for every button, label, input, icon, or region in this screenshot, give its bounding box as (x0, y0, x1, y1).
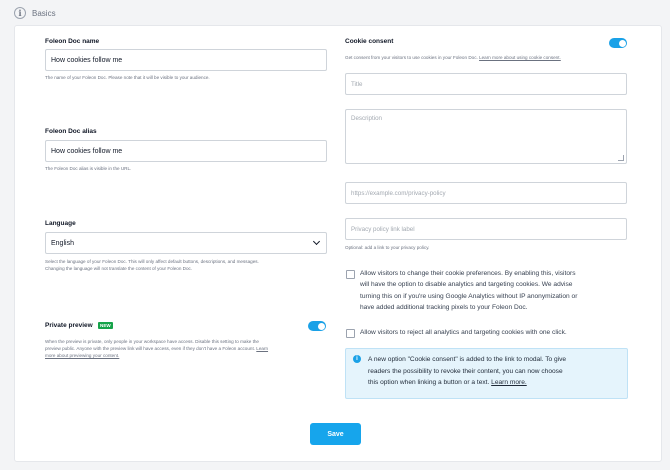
change-preferences-line: will have the option to disable analytics and targeting cookies. We advise (360, 281, 573, 289)
private-preview-help-2-text: preview public. Anyone with the preview link will have access, even if they don't have a Foleon account. (45, 346, 256, 351)
private-preview-label: Private preview (45, 322, 93, 329)
new-badge: NEW (100, 323, 111, 328)
toggle-knob (619, 40, 626, 47)
policy-url-input[interactable]: https://example.com/privacy-policy (345, 182, 627, 204)
notice-line: readers the possibility to revoke their content, you can now choose (368, 367, 563, 375)
change-preferences-line: have added additional tracking pixels to your Foleon Doc. (360, 304, 528, 312)
change-preferences-line: Allow visitors to change their cookie preferences. By enabling this, visitors (360, 270, 576, 277)
language-help-1: Select the language of your Foleon Doc. This will only affect default buttons, descriptions, and messages. (45, 259, 259, 264)
save-button[interactable]: Save (310, 423, 361, 445)
change-preferences-line: turning this on if you're using Google Analytics without IP anonymization or (360, 292, 578, 300)
change-preferences-checkbox[interactable] (346, 270, 355, 279)
learn-more-preview-link[interactable]: more about previewing your content. (45, 353, 120, 358)
private-preview-help-2 (45, 345, 268, 352)
info-icon: i (353, 355, 361, 363)
cookie-notice (345, 348, 628, 399)
chevron-down-icon (313, 238, 320, 245)
language-label: Language (45, 220, 76, 227)
notice-learn-more-link[interactable]: Learn more. (491, 379, 527, 386)
notice-text (368, 354, 623, 389)
description-placeholder: Description (351, 115, 382, 122)
cookie-consent-help-text: Get consent from your visitors to use cookies in your Foleon Doc. (345, 55, 478, 60)
change-preferences-text (360, 268, 577, 314)
section-header (14, 7, 56, 19)
resize-handle-icon[interactable] (618, 155, 624, 161)
cookie-consent-label: Cookie consent (345, 38, 394, 45)
learn-more-cookie-link[interactable]: Learn more about using cookie consent. (479, 55, 561, 60)
doc-name-input[interactable]: How cookies follow me (45, 49, 327, 71)
policy-label-help: Optional: add a link to your privacy policy. (345, 245, 430, 250)
notice-line: this option when linking a button or a text. (368, 379, 490, 386)
info-icon: i (14, 7, 26, 19)
doc-alias-label: Foleon Doc alias (45, 128, 97, 135)
notice-line-3 (368, 377, 623, 389)
notice-line: A new option "Cookie consent" is added to the link to modal. To give (368, 356, 567, 363)
reject-all-checkbox[interactable] (346, 329, 355, 338)
language-select[interactable] (45, 232, 327, 254)
language-value: English (51, 239, 74, 247)
description-textarea[interactable] (345, 109, 627, 164)
cookie-consent-toggle[interactable] (609, 38, 627, 48)
learn-link[interactable]: Learn (256, 346, 269, 351)
doc-name-help: The name of your Foleon Doc. Please note that it will be visible to your audience. (45, 75, 210, 80)
cookie-consent-help (345, 54, 561, 61)
private-preview-help-1: When the preview is private, only people in your workspace have access. Disable this setting to make the (45, 339, 259, 344)
private-preview-toggle[interactable] (308, 321, 326, 331)
doc-alias-input[interactable]: How cookies follow me (45, 140, 327, 162)
toggle-knob (318, 323, 325, 330)
language-help-2: Changing the language will not translate the content of your Foleon Doc. (45, 266, 193, 271)
private-preview-help-3 (45, 352, 119, 359)
section-title: Basics (32, 8, 56, 18)
title-input[interactable]: Title (345, 73, 627, 95)
reject-all-text: Allow visitors to reject all analytics and targeting cookies with one click. (360, 329, 567, 336)
doc-alias-help: The Foleon Doc alias is visible in the URL. (45, 166, 132, 171)
doc-name-label: Foleon Doc name (45, 38, 100, 45)
policy-label-input[interactable]: Privacy policy link label (345, 218, 627, 240)
